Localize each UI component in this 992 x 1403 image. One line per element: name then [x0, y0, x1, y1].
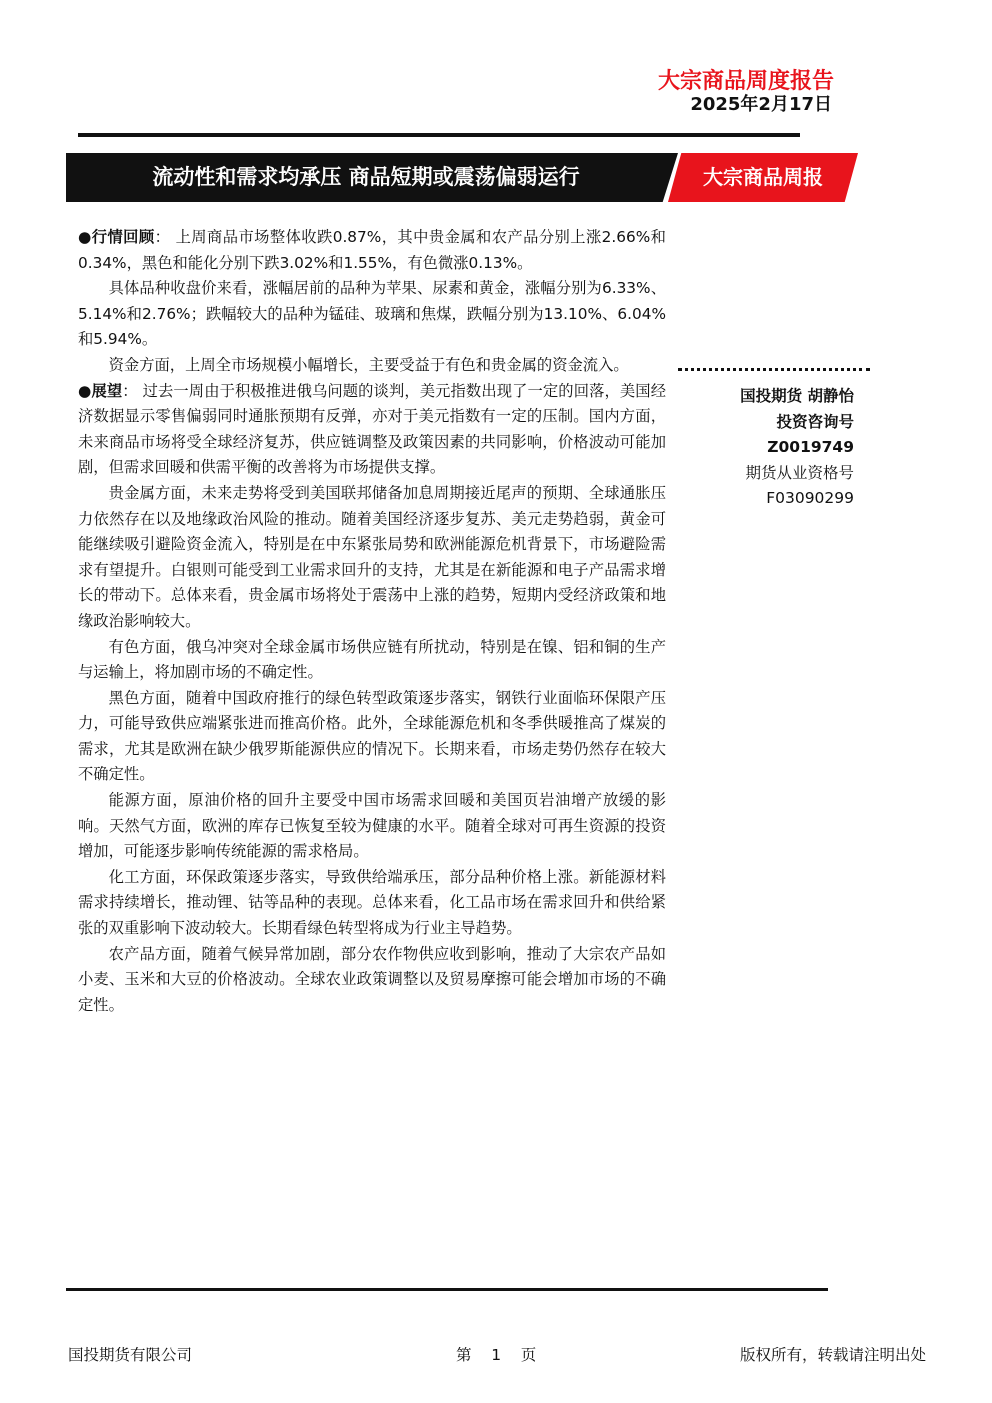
agriculture-paragraph: 农产品方面，随着气候异常加剧，部分农作物供应收到影响，推动了大宗农产品如小麦、玉米和大豆的价格波动。全球农业政策调整以及贸易摩擦可能会增加市场的不确定性。 [78, 944, 666, 1014]
footer-page-number: 第 1 页 [456, 1346, 537, 1364]
chemical-paragraph: 化工方面，环保政策逐步落实，导致供给端承压，部分品种价格上涨。新能源材料需求持续增长，推动锂、钴等品种的表现。总体来看，化工品市场在需求回升和供给紧张的双重影响下波动较大。长期看绿色转型将成为行业主导趋势。 [78, 867, 666, 938]
analyst-firm-name: 国投期货 胡静怡 [740, 387, 854, 405]
funds-paragraph: 资金方面，上周全市场规模小幅增长，主要受益于有色和贵金属的资金流入。 [108, 355, 629, 374]
nonferrous-paragraph: 有色方面，俄乌冲突对全球金属市场供应链有所扰动，特别是在镍、铝和铜的生产与运输上，将加剧市场的不确定性。 [78, 637, 666, 682]
report-date: 2025年2月17日 [690, 94, 832, 115]
footer-company: 国投期货有限公司 [68, 1346, 193, 1364]
outlook-label: ●展望 [78, 381, 123, 400]
energy-paragraph: 能源方面，原油价格的回升主要受中国市场需求回暖和美国页岩油增产放缓的影响。天然气方面，欧洲的库存已恢复至较为健康的水平。随着全球对可再生资源的投资增加，可能逐步影响传统能源的需求格局。 [78, 791, 666, 861]
market-review-text: ： 上周商品市场整体收跌0.87%，其中贵金属和农产品分别上涨2.66%和0.34%，黑色和能化分别下跌3.02%和1.55%，有色微涨0.13%。 [78, 228, 666, 272]
report-headline: 流动性和需求均承压 商品短期或震荡偏弱运行 [152, 165, 580, 189]
category-tag: 大宗商品周报 [703, 165, 823, 189]
top-divider [78, 133, 800, 137]
varieties-paragraph: 具体品种收盘价来看，涨幅居前的品种为苹果、尿素和黄金，涨幅分别为6.33%、5.14%和2.76%；跌幅较大的品种为锰硅、玻璃和焦煤，跌幅分别为13.10%、6.04%和5.94%。 [78, 279, 666, 349]
consult-label: 投资咨询号 [776, 412, 854, 431]
main-body [78, 225, 666, 1018]
license-label: 期货从业资格号 [745, 463, 854, 482]
analyst-divider [678, 368, 870, 371]
consult-number: Z0019749 [767, 438, 854, 456]
ferrous-paragraph: 黑色方面，随着中国政府推行的绿色转型政策逐步落实，钢铁行业面临环保限产压力，可能导致供应端紧张进而推高价格。此外，全球能源危机和冬季供暖推高了煤炭的需求，尤其是欧洲在缺少俄罗斯能源供应的情况下。长期来看，市场走势仍然存在较大不确定性。 [78, 688, 666, 784]
analyst-info [740, 384, 854, 512]
bottom-divider [66, 1288, 828, 1291]
market-review-paragraph [78, 225, 666, 276]
footer-copyright: 版权所有，转载请注明出处 [739, 1346, 926, 1364]
precious-metals-paragraph: 贵金属方面，未来走势将受到美国联邦储备加息周期接近尾声的预期、全球通胀压力依然存在以及地缘政治风险的推动。随着美国经济逐步复苏、美元走势趋弱，黄金可能继续吸引避险资金流入，特别是在中东紧张局势和欧洲能源危机背景下，市场避险需求有望提升。白银则可能受到工业需求回升的支持，尤其是在新能源和电子产品需求增长的带动下。总体来看，贵金属市场将处于震荡中上涨的趋势，短期内受经济政策和地缘政治影响较大。 [78, 483, 666, 630]
license-number: F03090299 [766, 489, 854, 507]
report-type-title: 大宗商品周度报告 [657, 69, 834, 94]
market-review-label: ●行情回顾 [78, 228, 155, 246]
outlook-text: ： 过去一周由于积极推进俄乌问题的谈判，美元指数出现了一定的回落，美国经济数据显示零售偏弱同时通胀预期有反弹，亦对于美元指数有一定的压制。国内方面，未来商品市场将受全球经济复苏，供应链调整及政策因素的共同影响，价格波动可能加剧，但需求回暖和供需平衡的改善将为市场提供支撑。 [78, 381, 666, 477]
outlook-paragraph [78, 379, 666, 481]
